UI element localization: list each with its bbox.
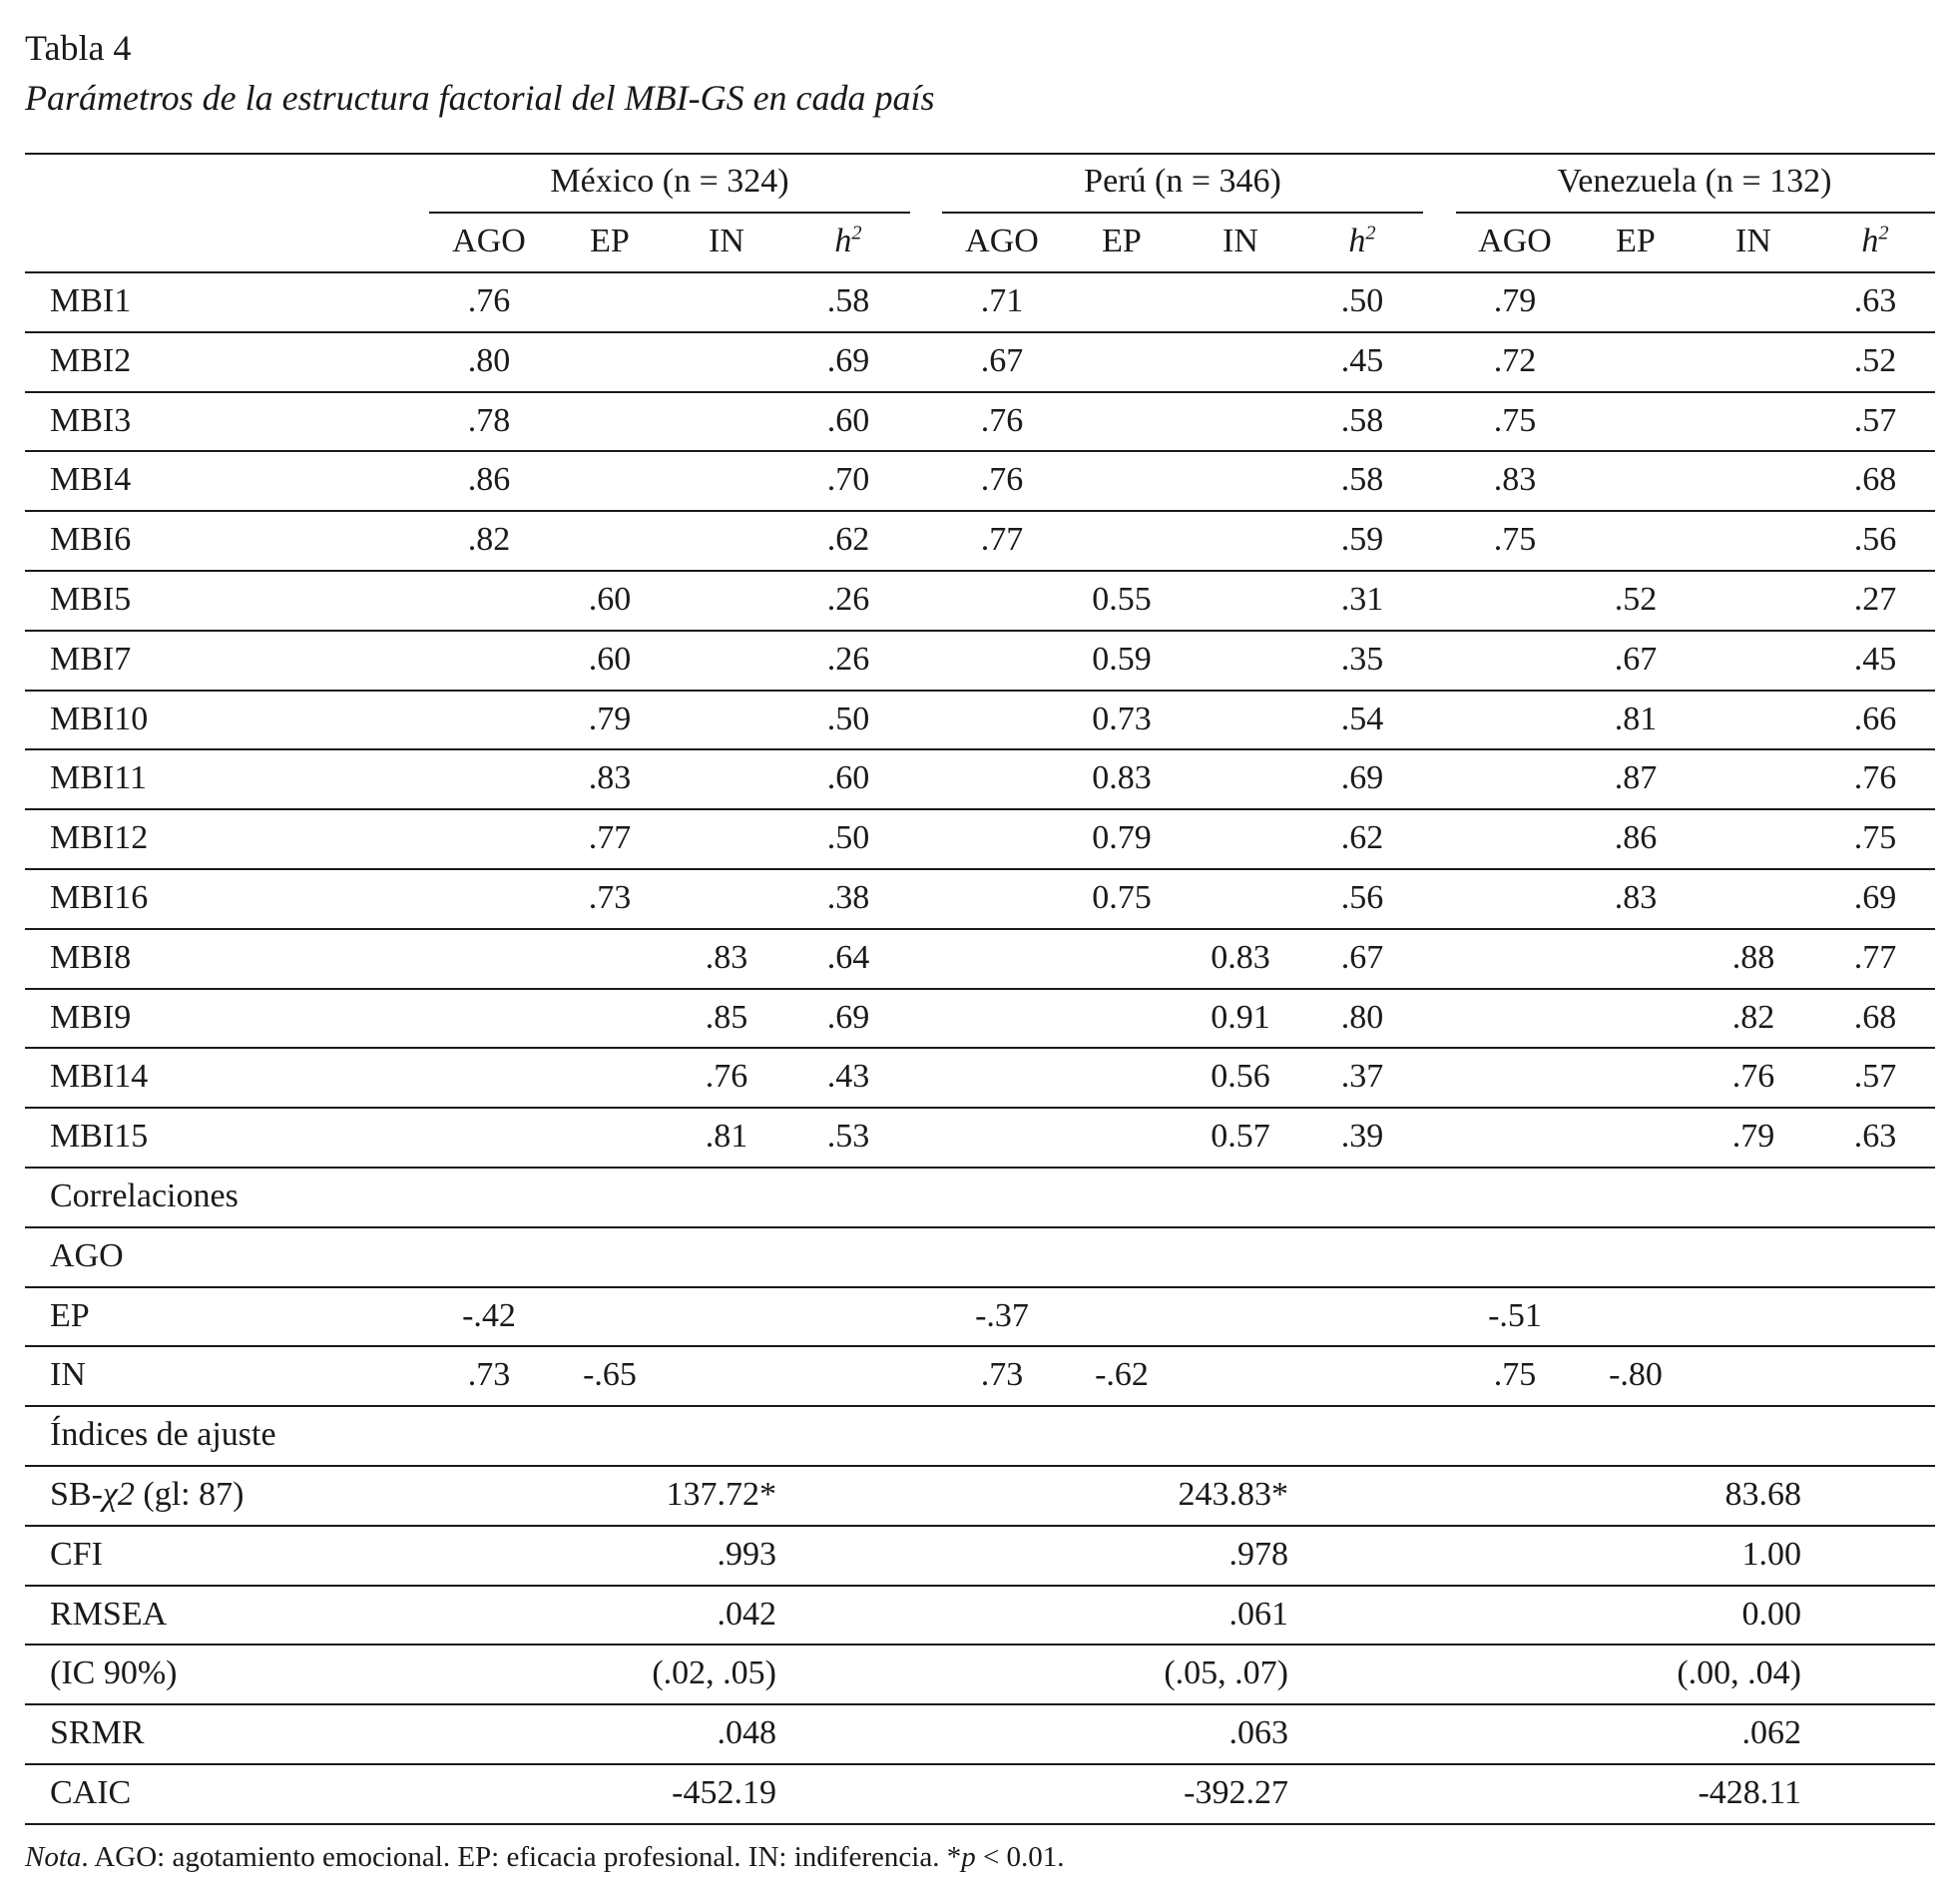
loading-value: .81: [705, 1118, 748, 1155]
loading-value: 0.83: [1092, 759, 1152, 796]
fit-index-label-part: CAIC: [50, 1774, 132, 1811]
loading-value: .57: [1853, 402, 1897, 439]
item-label: MBI2: [50, 342, 132, 379]
fit-value: (.02, .05): [652, 1654, 776, 1691]
fit-index-label: [50, 1713, 145, 1753]
fit-index-label-part: (gl: 87): [134, 1476, 245, 1513]
loading-value: .52: [1853, 342, 1897, 379]
row-rule: [25, 1405, 1935, 1407]
loading-value: 0.73: [1092, 701, 1152, 737]
correlation-value: .73: [980, 1356, 1024, 1393]
loading-value: .83: [705, 939, 748, 976]
row-rule: [25, 1345, 1935, 1347]
row-rule: [25, 1465, 1935, 1467]
fit-value: .063: [1228, 1714, 1288, 1751]
loading-value: .50: [1340, 282, 1384, 319]
column-header-h: [1861, 222, 1888, 261]
loading-value: .88: [1731, 939, 1775, 976]
item-label: MBI3: [50, 402, 132, 439]
loading-value: .60: [588, 581, 632, 618]
group-rule-2: [1456, 212, 1935, 214]
loading-value: .75: [1853, 819, 1897, 856]
loading-value: .77: [588, 819, 632, 856]
fit-index-label-part: SRMR: [50, 1714, 145, 1751]
loading-value: .86: [467, 461, 511, 498]
column-header-in: IN: [1735, 223, 1771, 259]
fit-index-label-part: CFI: [50, 1536, 103, 1573]
loading-value: .37: [1340, 1058, 1384, 1095]
fit-value: 243.83*: [1178, 1476, 1288, 1513]
loading-value: .56: [1340, 879, 1384, 916]
loading-value: .35: [1340, 641, 1384, 678]
loading-value: .67: [1614, 641, 1658, 678]
loading-value: 0.75: [1092, 879, 1152, 916]
table-bottom-rule: [25, 1823, 1935, 1825]
note-tail: < 0.01.: [975, 1841, 1065, 1873]
item-label: MBI10: [50, 701, 149, 737]
item-label: MBI11: [50, 759, 147, 796]
loading-value: .69: [1853, 879, 1897, 916]
correlations-heading: Correlaciones: [50, 1178, 239, 1214]
loading-value: .83: [1614, 879, 1658, 916]
row-rule: [25, 570, 1935, 572]
loading-value: .58: [826, 282, 870, 319]
loading-value: .60: [588, 641, 632, 678]
loading-value: .70: [826, 461, 870, 498]
loading-value: .54: [1340, 701, 1384, 737]
table-number: Tabla 4: [25, 28, 132, 68]
loading-value: .75: [1493, 402, 1537, 439]
fit-value: 137.72*: [666, 1476, 776, 1513]
loading-value: .63: [1853, 1118, 1897, 1155]
loading-value: .83: [1493, 461, 1537, 498]
column-header-ago: AGO: [1478, 223, 1552, 259]
group-rule-1: [942, 212, 1423, 214]
loading-value: 0.56: [1211, 1058, 1270, 1095]
loading-value: 0.79: [1092, 819, 1152, 856]
row-rule: [25, 331, 1935, 333]
loading-value: .31: [1340, 581, 1384, 618]
fit-value: 83.68: [1724, 1476, 1801, 1513]
loading-value: .78: [467, 402, 511, 439]
column-header-h-letter: h: [834, 223, 852, 259]
column-header-h-superscript: 2: [1878, 222, 1889, 244]
loading-value: .69: [1340, 759, 1384, 796]
fit-value: -452.19: [672, 1774, 776, 1811]
loading-value: .76: [467, 282, 511, 319]
column-header-h-superscript: 2: [1365, 222, 1376, 244]
correlation-value: .73: [467, 1356, 511, 1393]
loading-value: 0.91: [1211, 999, 1270, 1036]
fit-value: 1.00: [1741, 1536, 1801, 1573]
correlation-value: -.37: [975, 1297, 1029, 1334]
loading-value: .75: [1493, 521, 1537, 558]
table-top-rule: [25, 153, 1935, 155]
loading-value: .50: [826, 819, 870, 856]
loading-value: .53: [826, 1118, 870, 1155]
fit-value: (.00, .04): [1677, 1654, 1801, 1691]
correlation-value: -.51: [1488, 1297, 1542, 1334]
loading-value: .72: [1493, 342, 1537, 379]
loading-value: .45: [1853, 641, 1897, 678]
fit-indices-heading: Índices de ajuste: [50, 1416, 276, 1453]
loading-value: .77: [1853, 939, 1897, 976]
fit-value: .048: [717, 1714, 776, 1751]
correlation-label: AGO: [50, 1237, 124, 1274]
loading-value: .71: [980, 282, 1024, 319]
fit-index-label: [50, 1653, 177, 1693]
loading-value: .67: [980, 342, 1024, 379]
fit-value: .061: [1228, 1596, 1288, 1633]
loading-value: .83: [588, 759, 632, 796]
loading-value: .69: [826, 999, 870, 1036]
item-label: MBI15: [50, 1118, 149, 1155]
correlation-value: -.62: [1095, 1356, 1149, 1393]
loading-value: .52: [1614, 581, 1658, 618]
item-label: MBI1: [50, 282, 132, 319]
correlation-label: IN: [50, 1356, 86, 1393]
column-header-in: IN: [1223, 223, 1258, 259]
loading-value: .76: [705, 1058, 748, 1095]
loading-value: .79: [588, 701, 632, 737]
loading-value: .80: [1340, 999, 1384, 1036]
column-header-h-superscript: 2: [851, 222, 862, 244]
column-header-ep: EP: [1102, 223, 1142, 259]
loading-value: .45: [1340, 342, 1384, 379]
loading-value: .81: [1614, 701, 1658, 737]
loading-value: .69: [826, 342, 870, 379]
loading-value: .63: [1853, 282, 1897, 319]
fit-index-label-part: (IC 90%): [50, 1654, 178, 1691]
row-rule: [25, 450, 1935, 452]
item-label: MBI5: [50, 581, 132, 618]
row-rule: [25, 1286, 1935, 1288]
row-rule: [25, 1525, 1935, 1527]
loading-value: .76: [980, 402, 1024, 439]
correlation-value: .75: [1493, 1356, 1537, 1393]
loading-value: .79: [1493, 282, 1537, 319]
fit-index-label: [50, 1773, 131, 1813]
loading-value: .67: [1340, 939, 1384, 976]
loading-value: .58: [1340, 402, 1384, 439]
row-rule: [25, 510, 1935, 512]
item-label: MBI6: [50, 521, 132, 558]
loading-value: .68: [1853, 461, 1897, 498]
row-rule: [25, 1107, 1935, 1109]
loading-value: .58: [1340, 461, 1384, 498]
loading-value: .76: [1853, 759, 1897, 796]
loading-value: .79: [1731, 1118, 1775, 1155]
fit-value: -428.11: [1698, 1774, 1801, 1811]
item-label: MBI14: [50, 1058, 149, 1095]
loading-value: .62: [826, 521, 870, 558]
loading-value: .87: [1614, 759, 1658, 796]
loading-value: .64: [826, 939, 870, 976]
row-rule: [25, 988, 1935, 990]
column-header-ago: AGO: [452, 223, 526, 259]
loading-value: .27: [1853, 581, 1897, 618]
table-title: Parámetros de la estructura factorial del MBI-GS en cada país: [25, 78, 935, 118]
column-header-ago: AGO: [965, 223, 1039, 259]
correlation-label: EP: [50, 1297, 90, 1334]
loading-value: 0.83: [1211, 939, 1270, 976]
item-label: MBI4: [50, 461, 132, 498]
loading-value: .59: [1340, 521, 1384, 558]
column-header-ep: EP: [1616, 223, 1656, 259]
row-rule: [25, 1047, 1935, 1049]
column-header-ep: EP: [590, 223, 630, 259]
loading-value: .66: [1853, 701, 1897, 737]
row-rule: [25, 928, 1935, 930]
loading-value: .77: [980, 521, 1024, 558]
row-rule: [25, 690, 1935, 692]
row-rule: [25, 1644, 1935, 1646]
loading-value: .85: [705, 999, 748, 1036]
header-bottom-rule: [25, 271, 1935, 273]
loading-value: .43: [826, 1058, 870, 1095]
group-header-1: Perú (n = 346): [1084, 163, 1281, 200]
column-header-h-letter: h: [1861, 223, 1879, 259]
loading-value: .76: [1731, 1058, 1775, 1095]
fit-index-label-part: RMSEA: [50, 1596, 168, 1633]
loading-value: .86: [1614, 819, 1658, 856]
fit-value: .062: [1741, 1714, 1801, 1751]
fit-value: .978: [1228, 1536, 1288, 1573]
column-header-h: [1348, 222, 1375, 261]
column-header-h: [834, 222, 861, 261]
item-label: MBI12: [50, 819, 149, 856]
note-p-symbol: p: [961, 1841, 976, 1873]
fit-value: (.05, .07): [1164, 1654, 1288, 1691]
loading-value: .38: [826, 879, 870, 916]
loading-value: 0.55: [1092, 581, 1152, 618]
column-header-in: IN: [709, 223, 744, 259]
note-label: Nota: [25, 1841, 82, 1873]
loading-value: .62: [1340, 819, 1384, 856]
table-note: [25, 1839, 1065, 1875]
row-rule: [25, 1226, 1935, 1228]
loading-value: 0.59: [1092, 641, 1152, 678]
loading-value: .60: [826, 402, 870, 439]
loading-value: .56: [1853, 521, 1897, 558]
row-rule: [25, 808, 1935, 810]
loading-value: .76: [980, 461, 1024, 498]
row-rule: [25, 1703, 1935, 1705]
fit-value: .993: [717, 1536, 776, 1573]
row-rule: [25, 391, 1935, 393]
fit-index-label: [50, 1475, 244, 1515]
loading-value: .82: [467, 521, 511, 558]
row-rule: [25, 748, 1935, 750]
item-label: MBI8: [50, 939, 132, 976]
column-header-h-letter: h: [1348, 223, 1366, 259]
fit-index-label: [50, 1535, 103, 1575]
row-rule: [25, 1585, 1935, 1587]
loading-value: .39: [1340, 1118, 1384, 1155]
fit-value: 0.00: [1741, 1596, 1801, 1633]
item-label: MBI16: [50, 879, 149, 916]
loading-value: .26: [826, 581, 870, 618]
loading-value: .26: [826, 641, 870, 678]
item-label: MBI9: [50, 999, 132, 1036]
loading-value: .60: [826, 759, 870, 796]
row-rule: [25, 868, 1935, 870]
fit-value: -392.27: [1184, 1774, 1288, 1811]
group-header-0: México (n = 324): [550, 163, 789, 200]
correlation-value: -.80: [1609, 1356, 1663, 1393]
loading-value: .57: [1853, 1058, 1897, 1095]
loading-value: .68: [1853, 999, 1897, 1036]
row-rule: [25, 630, 1935, 632]
loading-value: 0.57: [1211, 1118, 1270, 1155]
loading-value: .80: [467, 342, 511, 379]
group-header-2: Venezuela (n = 132): [1557, 163, 1832, 200]
loading-value: .73: [588, 879, 632, 916]
fit-value: .042: [717, 1596, 776, 1633]
note-text: . AGO: agotamiento emocional. EP: eficacia profesional. IN: indiferencia. *: [81, 1841, 962, 1873]
correlation-value: -.42: [462, 1297, 516, 1334]
fit-index-label-part: SB-: [50, 1476, 103, 1513]
fit-index-label: [50, 1595, 167, 1635]
loading-value: .82: [1731, 999, 1775, 1036]
group-rule-0: [429, 212, 910, 214]
loading-value: .50: [826, 701, 870, 737]
fit-index-label-part: χ2: [102, 1476, 135, 1513]
item-label: MBI7: [50, 641, 132, 678]
row-rule: [25, 1167, 1935, 1169]
correlation-value: -.65: [583, 1356, 637, 1393]
row-rule: [25, 1763, 1935, 1765]
